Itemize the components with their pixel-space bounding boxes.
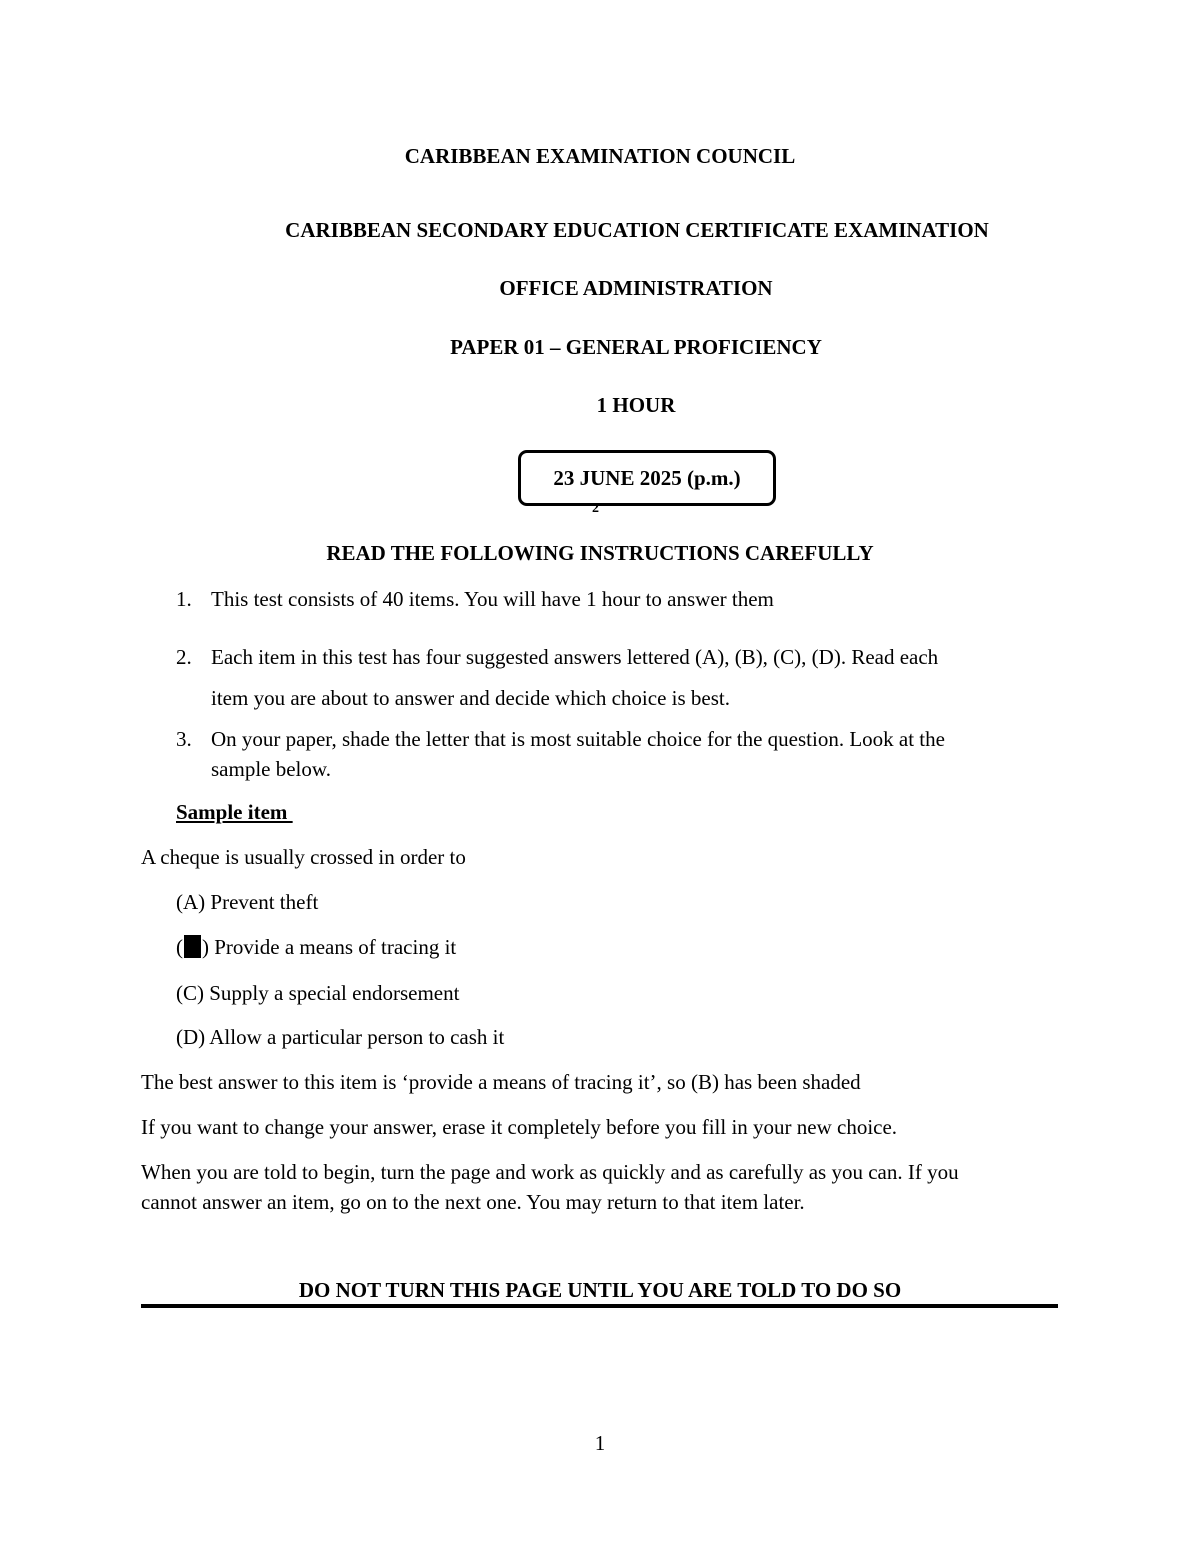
- instruction-number-1: 1.: [176, 587, 192, 611]
- sample-option-b: [176, 932, 456, 962]
- shaded-answer-mark: [184, 935, 201, 958]
- sample-item-title: Sample item: [176, 800, 293, 824]
- sample-option-d: (D) Allow a particular person to cash it: [176, 1025, 505, 1049]
- begin-note-line1: When you are told to begin, turn the page and work as quickly and as carefully as you can. If you: [141, 1160, 959, 1184]
- page-number: 1: [594, 1431, 606, 1455]
- option-b-text: ) Provide a means of tracing it: [202, 935, 457, 959]
- instruction-2-text-cont: item you are about to answer and decide which choice is best.: [211, 686, 730, 710]
- exam-date-box: [518, 450, 776, 506]
- paper-title: PAPER 01 – GENERAL PROFICIENCY: [450, 335, 822, 359]
- instruction-2-text: Each item in this test has four suggested answers lettered (A), (B), (C), (D). Read each: [211, 645, 939, 669]
- instruction-3-text: On your paper, shade the letter that is most suitable choice for the question. Look at the: [211, 727, 945, 751]
- subject-title: OFFICE ADMINISTRATION: [499, 276, 773, 300]
- begin-note-line2: cannot answer an item, go on to the next one. You may return to that item later.: [141, 1190, 805, 1214]
- instruction-number-3: 3.: [176, 727, 192, 751]
- answer-explanation: The best answer to this item is ‘provide a means of tracing it’, so (B) has been shaded: [141, 1070, 861, 1094]
- instruction-number-2: 2.: [176, 645, 192, 669]
- sample-option-c: (C) Supply a special endorsement: [176, 981, 460, 1005]
- instructions-heading: READ THE FOLLOWING INSTRUCTIONS CAREFULLY: [326, 541, 874, 565]
- instruction-1-text: This test consists of 40 items. You will have 1 hour to answer them: [211, 587, 774, 611]
- change-answer-note: If you want to change your answer, erase it completely before you fill in your new choice.: [141, 1115, 898, 1139]
- footer-rule: [141, 1304, 1058, 1308]
- duration-label: 1 HOUR: [596, 393, 676, 417]
- sample-question: A cheque is usually crossed in order to: [141, 845, 466, 869]
- exam-title: CARIBBEAN SECONDARY EDUCATION CERTIFICATE EXAMINATION: [285, 218, 989, 242]
- option-b-prefix: (: [176, 935, 183, 959]
- sample-option-a: (A) Prevent theft: [176, 890, 319, 914]
- instruction-3-text-cont: sample below.: [211, 757, 331, 781]
- stray-mark: 2: [592, 501, 599, 516]
- exam-date: 23 JUNE 2025 (p.m.): [553, 465, 741, 490]
- do-not-turn-warning: DO NOT TURN THIS PAGE UNTIL YOU ARE TOLD TO DO SO: [298, 1278, 902, 1302]
- council-title: CARIBBEAN EXAMINATION COUNCIL: [404, 144, 796, 168]
